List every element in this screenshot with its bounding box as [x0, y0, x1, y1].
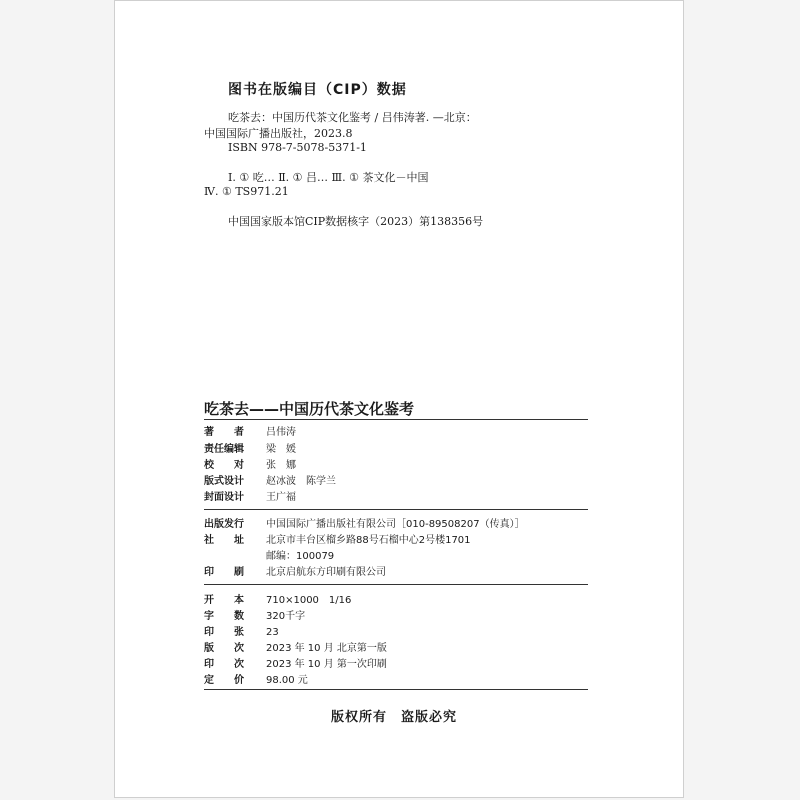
credit-label: 版式设计: [204, 476, 244, 487]
publisher-value: 北京启航东方印刷有限公司: [266, 567, 386, 578]
cip-line-5: Ⅳ. ① TS971.21: [204, 185, 289, 198]
cip-line-4: Ⅰ. ① 吃… Ⅱ. ① 吕… Ⅲ. ① 茶文化－中国: [228, 171, 429, 184]
cip-line-1: 吃茶去：中国历代茶文化鉴考 / 吕伟涛著. —北京：: [228, 111, 477, 124]
spec-row: [204, 591, 351, 606]
spec-row: [204, 623, 279, 638]
credit-label: 责任编辑: [204, 444, 244, 455]
publisher-row: [204, 547, 334, 562]
credit-label: 校 对: [204, 460, 244, 471]
spec-label: 开 本: [204, 595, 244, 606]
publisher-value: 北京市丰台区榴乡路88号石榴中心2号楼1701: [266, 535, 471, 546]
book-copyright-page: [114, 0, 684, 798]
bottom-divider: [204, 689, 588, 690]
publisher-label: 印 刷: [204, 567, 244, 578]
spec-value: 710×1000 1/16: [266, 595, 352, 606]
credit-row: [204, 488, 296, 503]
section-divider: [204, 584, 588, 585]
spec-row: [204, 607, 305, 622]
cip-line-6: 中国国家版本馆CIP数据核字（2023）第138356号: [228, 215, 484, 228]
cip-heading: 图书在版编目（CIP）数据: [228, 82, 407, 98]
publisher-label: 出版发行: [204, 519, 244, 530]
credit-value: 赵冰波 陈学兰: [266, 476, 336, 487]
spec-label: 版 次: [204, 643, 244, 654]
credit-row: [204, 423, 296, 438]
credit-value: 张 娜: [266, 460, 296, 471]
spec-value: 320千字: [266, 611, 306, 622]
credit-row: [204, 472, 336, 487]
publisher-row: [204, 531, 471, 546]
credit-value: 吕伟涛: [266, 427, 296, 438]
publisher-value: 邮编：100079: [266, 551, 335, 562]
credit-row: [204, 440, 296, 455]
spec-row: [204, 671, 308, 686]
publisher-row: [204, 563, 386, 578]
spec-value: 2023 年 10 月 第一次印刷: [266, 659, 387, 670]
book-title: 吃茶去——中国历代茶文化鉴考: [204, 400, 415, 418]
spec-value: 98.00 元: [266, 675, 308, 686]
cip-line-3: ISBN 978-7-5078-5371-1: [228, 141, 367, 154]
credit-label: 著 者: [204, 427, 244, 438]
copyright-notice: 版权所有 盗版必究: [331, 710, 458, 725]
credit-value: 梁 媛: [266, 444, 296, 455]
credit-label: 封面设计: [204, 492, 244, 503]
spec-label: 定 价: [204, 675, 244, 686]
credit-row: [204, 456, 296, 471]
spec-label: 印 次: [204, 659, 244, 670]
section-divider: [204, 509, 588, 510]
spec-value: 2023 年 10 月 北京第一版: [266, 643, 387, 654]
publisher-value: 中国国际广播出版社有限公司［010-89508207（传真）］: [266, 519, 525, 530]
publisher-row: [204, 515, 525, 530]
spec-row: [204, 655, 387, 670]
cip-line-2: 中国国际广播出版社，2023.8: [204, 127, 353, 140]
title-divider: [204, 419, 588, 420]
spec-label: 印 张: [204, 627, 244, 638]
spec-row: [204, 639, 387, 654]
credit-value: 王广福: [266, 492, 296, 503]
spec-label: 字 数: [204, 611, 244, 622]
publisher-label: 社 址: [204, 535, 244, 546]
spec-value: 23: [266, 627, 279, 638]
